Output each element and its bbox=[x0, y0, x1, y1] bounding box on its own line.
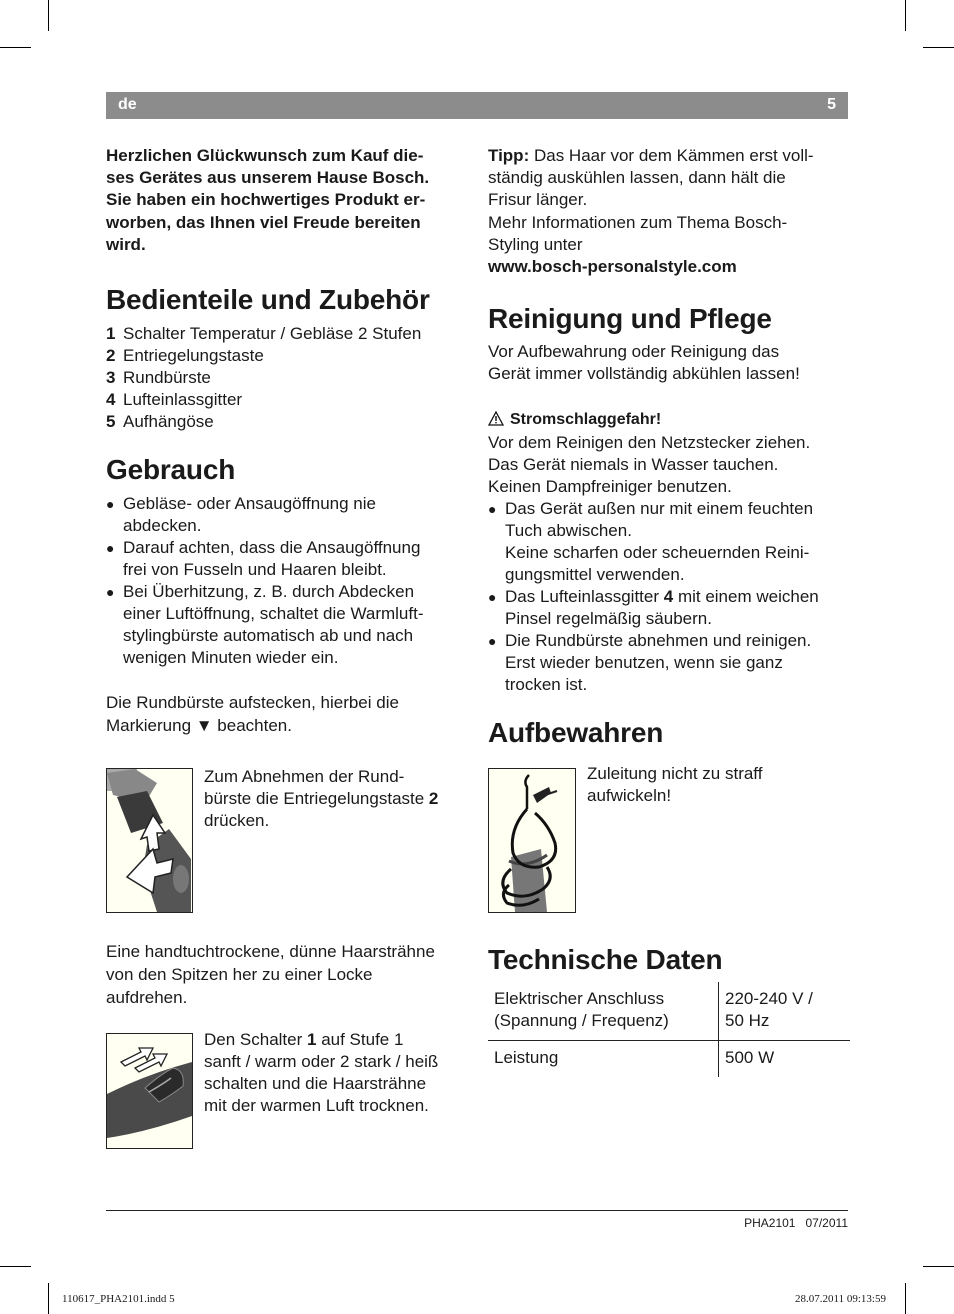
cable-storage-illustration bbox=[488, 768, 576, 913]
slug-right: 28.07.2011 09:13:59 bbox=[795, 1293, 886, 1305]
page-footer bbox=[744, 1216, 848, 1230]
cleaning-bullets bbox=[488, 498, 850, 696]
tip-text: Tipp: Das Haar vor dem Kämmen erst voll- ständig auskühlen lassen, dann hält die Frisur länger. Mehr Informationen zum Thema Bosch- Styling unter www.bosch-personalstyle.com bbox=[488, 146, 814, 277]
list-item: ● Gebläse- oder Ansaugöffnung nie abdecken. bbox=[106, 494, 376, 536]
list-item: ● Das Lufteinlassgitter 4 mit einem weichen Pinsel regelmäßig säubern. bbox=[488, 587, 819, 629]
table-row bbox=[488, 982, 850, 1041]
section-title-cleaning: Reinigung und Pflege bbox=[488, 303, 772, 335]
footer-date: 07/2011 bbox=[805, 1216, 848, 1230]
switch-caption: Den Schalter 1 auf Stufe 1 sanft / warm oder 2 stark / heiß schalten und die Haarsträhne mit der warmen Luft trocknen. bbox=[204, 1030, 439, 1115]
parts-list bbox=[106, 323, 466, 433]
technical-data-table bbox=[488, 982, 850, 1077]
table-cell-label: Leistung bbox=[488, 1041, 719, 1078]
page-number: 5 bbox=[827, 96, 836, 113]
warning-title: Stromschlaggefahr! bbox=[510, 410, 662, 428]
language-code: de bbox=[118, 96, 137, 113]
release-button-illustration bbox=[106, 768, 193, 913]
list-item: ● Die Rundbürste abnehmen und reinigen. Erst wieder benutzen, wenn sie ganz trocken ist. bbox=[488, 631, 812, 695]
crop-mark bbox=[905, 1283, 906, 1314]
crop-mark bbox=[48, 0, 49, 31]
website-link: www.bosch-personalstyle.com bbox=[488, 257, 737, 277]
crop-mark bbox=[905, 0, 906, 31]
list-item: 3 Rundbürste bbox=[106, 368, 211, 388]
slug-left: 110617_PHA2101.indd 5 bbox=[62, 1293, 175, 1305]
table-cell-label: Elektrischer Anschluss (Spannung / Frequenz) bbox=[488, 982, 719, 1041]
intro-text: Herzlichen Glückwunsch zum Kauf die- ses Gerätes aus unserem Hause Bosch. Sie haben ein hochwertiges Produkt er- worben, das Ihnen viel Freude bereiten wird. bbox=[106, 146, 430, 254]
list-item: ● Bei Überhitzung, z. B. durch Abdecken einer Luftöffnung, schaltet die Warmluft- stylingbürste automatisch ab und nach wenigen Minuten wieder ein. bbox=[106, 582, 424, 668]
section-title-parts: Bedienteile und Zubehör bbox=[106, 284, 430, 316]
crop-mark bbox=[0, 1266, 31, 1267]
list-item: 2 Entriegelungstaste bbox=[106, 346, 264, 366]
warning-triangle-icon bbox=[488, 410, 504, 432]
crop-mark bbox=[923, 1266, 954, 1267]
list-item: 5 Aufhängöse bbox=[106, 412, 214, 432]
crop-mark bbox=[0, 47, 31, 48]
cable-storage-caption: Zuleitung nicht zu straff aufwickeln! bbox=[587, 764, 763, 805]
section-title-technical: Technische Daten bbox=[488, 944, 723, 975]
tip-label: Tipp: bbox=[488, 146, 530, 165]
section-title-use: Gebrauch bbox=[106, 454, 236, 486]
footer-rule bbox=[106, 1210, 848, 1211]
brush-instruction: Die Rundbürste aufstecken, hierbei die Markierung ▼ beachten. bbox=[106, 693, 399, 736]
table-cell-value: 220-240 V / 50 Hz bbox=[719, 982, 851, 1041]
crop-mark bbox=[923, 47, 954, 48]
crop-mark bbox=[48, 1283, 49, 1314]
table-cell-value: 500 W bbox=[725, 1048, 775, 1067]
model-number: PHA2101 bbox=[744, 1216, 796, 1230]
release-button-caption: Zum Abnehmen der Rund- bürste die Entriegelungstaste 2 drücken. bbox=[204, 767, 439, 830]
cleaning-intro: Vor Aufbewahrung oder Reinigung das Gerät immer vollständig abkühlen lassen! bbox=[488, 342, 800, 384]
strand-instruction: Eine handtuchtrockene, dünne Haarsträhne von den Spitzen her zu einer Locke aufdrehen. bbox=[106, 942, 435, 1007]
switch-illustration bbox=[106, 1033, 193, 1149]
list-item: 1 Schalter Temperatur / Gebläse 2 Stufen bbox=[106, 324, 422, 344]
page-header bbox=[106, 92, 848, 119]
list-item: ● Darauf achten, dass die Ansaugöffnung frei von Fusseln und Haaren bleibt. bbox=[106, 538, 421, 580]
left-column bbox=[106, 145, 466, 737]
right-column bbox=[488, 145, 850, 750]
list-item: 4 Lufteinlassgitter bbox=[106, 390, 243, 410]
warning-block: Stromschlaggefahr! Vor dem Reinigen den Netzstecker ziehen. Das Gerät niemals in Wasser tauchen. Keinen Dampfreiniger benutzen. bbox=[488, 410, 811, 497]
use-bullets bbox=[106, 493, 466, 669]
section-title-storage: Aufbewahren bbox=[488, 717, 664, 749]
table-row bbox=[488, 1041, 850, 1078]
list-item: ● Das Gerät außen nur mit einem feuchten Tuch abwischen. Keine scharfen oder scheuernden Reini- gungsmittel verwenden. bbox=[488, 499, 814, 585]
